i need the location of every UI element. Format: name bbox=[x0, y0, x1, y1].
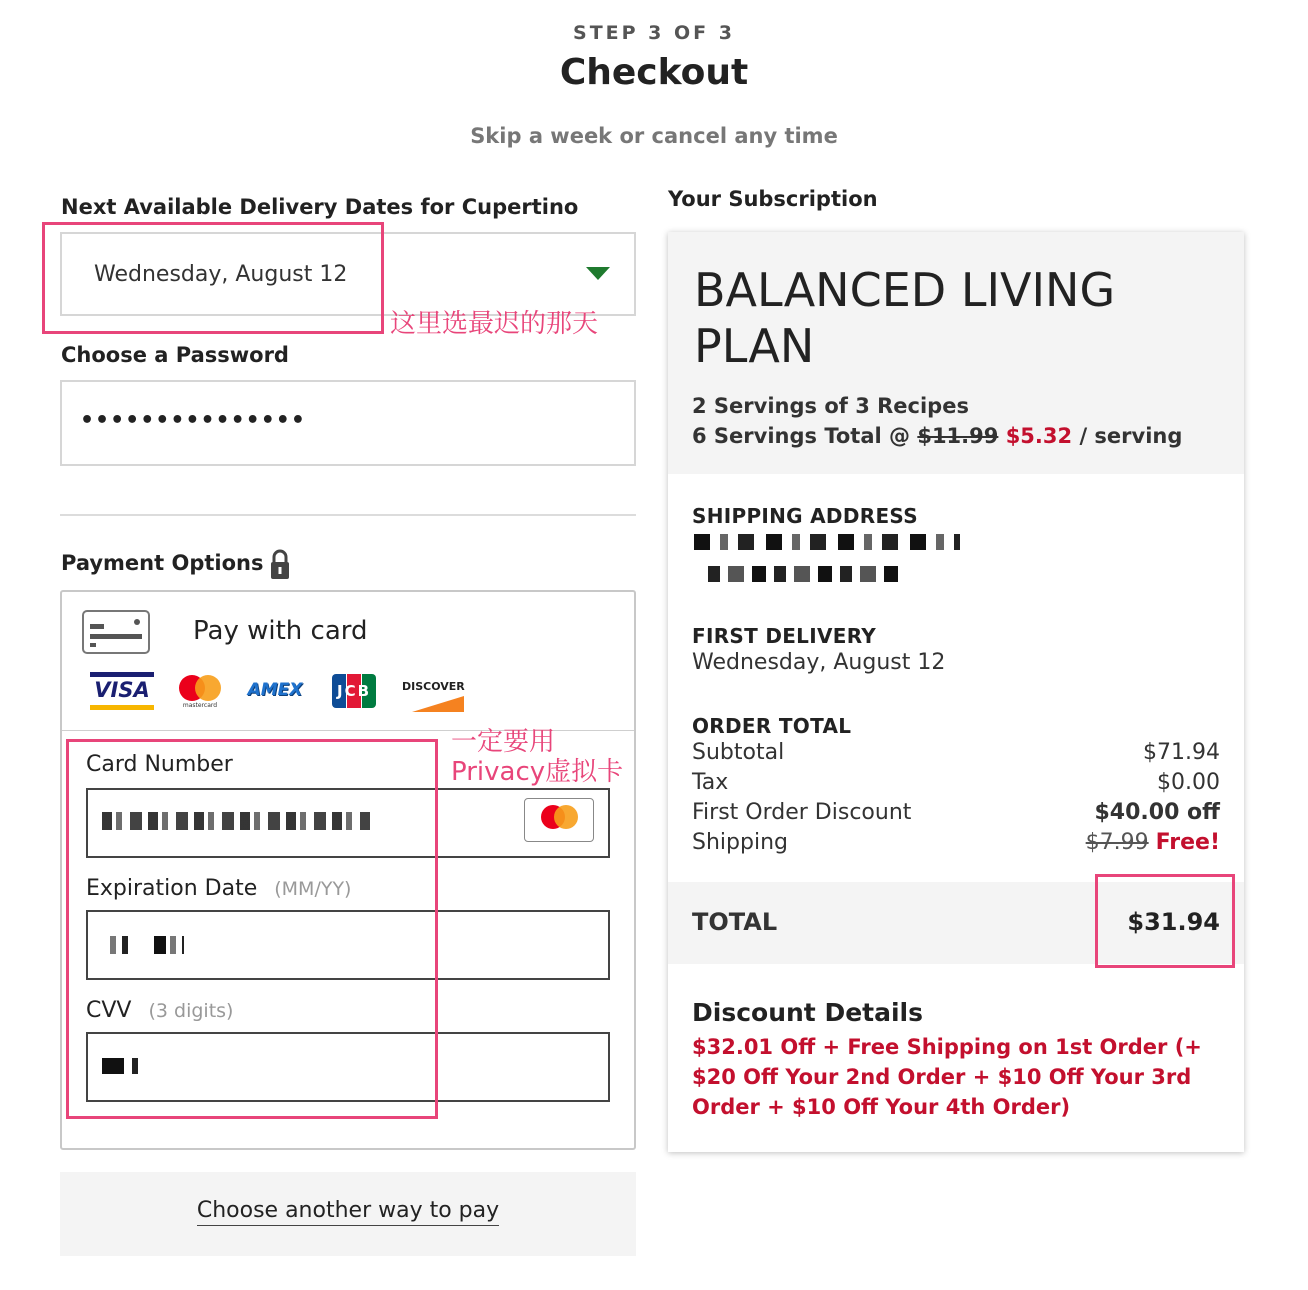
card-number-label: Card Number bbox=[86, 752, 233, 777]
password-label: Choose a Password bbox=[61, 343, 289, 367]
password-field[interactable] bbox=[60, 380, 636, 466]
mastercard-icon: mastercard bbox=[177, 674, 223, 710]
credit-card-icon bbox=[82, 610, 150, 654]
shipping-value bbox=[1086, 830, 1220, 855]
plan-title: BALANCED LIVING PLAN bbox=[694, 263, 1116, 373]
annotation-highlight-delivery bbox=[42, 222, 384, 334]
mastercard-badge-icon bbox=[524, 798, 594, 842]
order-total-label: ORDER TOTAL bbox=[692, 714, 852, 738]
annotation-highlight-total bbox=[1095, 874, 1235, 968]
chevron-down-icon[interactable] bbox=[586, 267, 610, 280]
other-payment-link[interactable]: Choose another way to pay bbox=[197, 1198, 499, 1226]
annotation-card-note-1: 一定要用 bbox=[451, 727, 556, 757]
lock-icon bbox=[270, 548, 290, 580]
expiration-hint: (MM/YY) bbox=[274, 878, 352, 900]
tax-label: Tax bbox=[692, 770, 729, 795]
shipping-address-redacted-2 bbox=[708, 566, 906, 582]
discover-icon: DISCOVER bbox=[402, 680, 464, 712]
plan-servings: 2 Servings of 3 Recipes bbox=[692, 394, 969, 418]
total-label: TOTAL bbox=[692, 908, 778, 936]
subtotal-label: Subtotal bbox=[692, 740, 785, 765]
annotation-highlight-card bbox=[66, 739, 438, 1119]
subscription-summary bbox=[668, 232, 1244, 1152]
pay-with-card-label[interactable]: Pay with card bbox=[193, 616, 368, 646]
subscription-heading: Your Subscription bbox=[668, 187, 878, 211]
step-indicator: STEP 3 OF 3 bbox=[573, 22, 735, 44]
cvv-label: CVV (3 digits) bbox=[86, 998, 234, 1023]
page-subtitle: Skip a week or cancel any time bbox=[470, 124, 838, 148]
shipping-address-redacted-1 bbox=[694, 534, 960, 550]
tax-value: $0.00 bbox=[1157, 770, 1220, 795]
other-payment-button[interactable] bbox=[60, 1172, 636, 1256]
jcb-icon: JCB bbox=[332, 674, 376, 708]
shipping-label: Shipping bbox=[692, 830, 788, 855]
cvv-hint: (3 digits) bbox=[148, 1000, 234, 1022]
discount-details-label: Discount Details bbox=[692, 998, 923, 1027]
shipping-address-label: SHIPPING ADDRESS bbox=[692, 504, 918, 528]
page-title: Checkout bbox=[559, 52, 749, 93]
shipping-old-price: $7.99 bbox=[1085, 830, 1149, 855]
shipping-free: Free! bbox=[1155, 830, 1220, 855]
new-price: $5.32 bbox=[1005, 424, 1073, 448]
password-value: ••••••••••••••• bbox=[80, 408, 306, 433]
expiration-label: Expiration Date (MM/YY) bbox=[86, 876, 352, 901]
discount-label: First Order Discount bbox=[692, 800, 912, 825]
amex-icon: AMEX bbox=[247, 680, 303, 700]
visa-icon: VISA bbox=[90, 672, 154, 710]
old-price: $11.99 bbox=[917, 424, 999, 448]
annotation-card-note-2: Privacy虚拟卡 bbox=[451, 757, 624, 787]
discount-details-text: $32.01 Off + Free Shipping on 1st Order (+ $20 Off Your 2nd Order + $10 Off Your 3rd Order + $10 Off Your 4th Order) bbox=[692, 1035, 1202, 1119]
first-delivery-value: Wednesday, August 12 bbox=[692, 650, 946, 675]
discount-value: $40.00 off bbox=[1094, 800, 1220, 825]
plan-price-line: 6 Servings Total @ $11.99 $5.32 / serving bbox=[692, 424, 1183, 448]
annotation-delivery-note: 这里选最迟的那天 bbox=[390, 309, 599, 339]
section-divider bbox=[60, 514, 636, 516]
delivery-label: Next Available Delivery Dates for Cupertino bbox=[61, 195, 579, 219]
total-value: $31.94 bbox=[1127, 908, 1220, 936]
first-delivery-label: FIRST DELIVERY bbox=[692, 624, 877, 648]
delivery-date-value: Wednesday, August 12 bbox=[94, 262, 348, 287]
plan-header bbox=[668, 232, 1244, 474]
subtotal-value: $71.94 bbox=[1143, 740, 1220, 765]
payment-options-label: Payment Options bbox=[61, 551, 264, 575]
